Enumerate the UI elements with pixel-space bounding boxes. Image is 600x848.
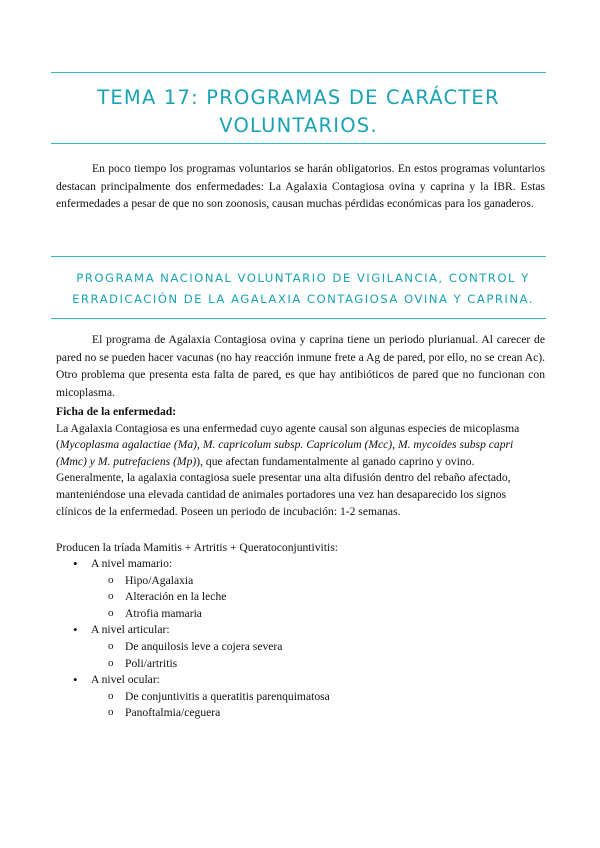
list-subitem: o Panoftalmia/ceguera bbox=[56, 705, 330, 722]
ficha-line: manteniéndose una elevada cantidad de animales portadores una vez han desaparecido los signos bbox=[56, 487, 507, 501]
section-heading bbox=[58, 268, 548, 310]
ficha-line: clínicos de la enfermedad. Poseen un periodo de incubación: 1-2 semanas. bbox=[56, 504, 401, 518]
list-subitem: o Alteración en la leche bbox=[56, 589, 330, 606]
section-top-rule bbox=[51, 256, 546, 257]
page-title-line-1: TEMA 17: PROGRAMAS DE CARÁCTER bbox=[97, 86, 500, 109]
triad-text: Producen la tríada Mamitis + Artritis + Queratoconjuntivitis: bbox=[56, 541, 338, 554]
ficha-line bbox=[56, 454, 551, 471]
list-subitem: o De conjuntivitis a queratitis parenquimatosa bbox=[56, 689, 330, 706]
list-subitem: o Atrofia mamaria bbox=[56, 606, 330, 623]
symptom-list bbox=[56, 556, 330, 722]
triad-line bbox=[56, 540, 551, 557]
ficha-paren: ( bbox=[56, 438, 60, 452]
ficha-line: La Agalaxia Contagiosa es una enfermedad cuyo agente causal son algunas especies de micoplasma bbox=[56, 421, 520, 435]
species-list-cont: (Mmc) y M. putrefaciens (Mp) bbox=[56, 454, 197, 468]
list-item: • A nivel ocular: bbox=[56, 672, 330, 689]
section-heading-line-2: ERRADICACIÓN DE LA AGALAXIA CONTAGIOSA OVINA Y CAPRINA. bbox=[72, 292, 534, 306]
list-subitem: o Poli/artritis bbox=[56, 656, 330, 673]
section-heading-line-1: PROGRAMA NACIONAL VOLUNTARIO DE VIGILANCIA, CONTROL Y bbox=[76, 271, 530, 285]
title-bottom-rule bbox=[51, 143, 546, 144]
list-item: • A nivel articular: bbox=[56, 622, 330, 639]
ficha-heading: Ficha de la enfermedad: bbox=[56, 405, 177, 418]
species-list: Mycoplasma agalactiae (Ma), M. capricolum subsp. Capricolum (Mcc), M. mycoides subsp capri bbox=[59, 438, 514, 452]
section-paragraph: El programa de Agalaxia Contagiosa ovina y caprina tiene un periodo plurianual. Al carecer de pared no se pueden hacer vacunas (no hay reacción inmune frete a Ag de pared, por ello, no se crean Ac). Otro problema que presenta esta falta de pared, es que hay antibióticos de pared que no funcionan con micoplasma. bbox=[56, 333, 545, 399]
list-subitem: o Hipo/Agalaxia bbox=[56, 573, 330, 590]
page-title-line-2: VOLUNTARIOS. bbox=[219, 114, 378, 137]
page-title bbox=[51, 84, 546, 140]
list-item: • A nivel mamario: bbox=[56, 556, 330, 573]
ficha-block bbox=[56, 404, 551, 520]
section-bottom-rule bbox=[51, 318, 546, 319]
ficha-line: Generalmente, la agalaxia contagiosa suele presentar una alta difusión dentro del rebaño afectado, bbox=[56, 471, 511, 485]
intro-paragraph: En poco tiempo los programas voluntarios se harán obligatorios. En estos programas voluntarios destacan principalmente dos enfermedades: La Agalaxia Contagiosa ovina y caprina y la IBR. Estas enfermedades a pesar de que no son zoonosis, causan muchas pérdidas económicas para los ganaderos. bbox=[56, 162, 545, 211]
title-top-rule bbox=[51, 72, 546, 73]
ficha-line-rest: ), que afectan fundamentalmente al ganado caprino y ovino. bbox=[196, 454, 475, 468]
list-subitem: o De anquilosis leve a cojera severa bbox=[56, 639, 330, 656]
ficha-line bbox=[56, 437, 551, 454]
